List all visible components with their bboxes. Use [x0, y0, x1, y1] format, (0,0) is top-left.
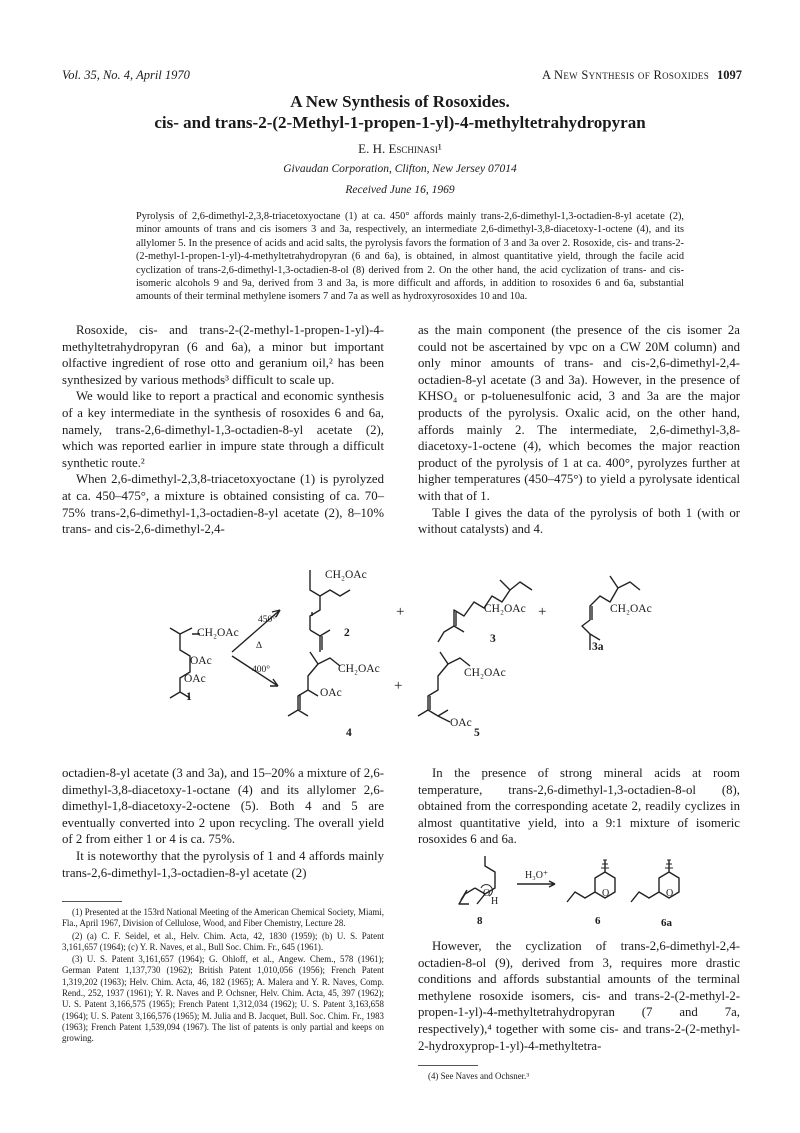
reaction-scheme-cyclization	[455, 852, 715, 932]
paragraph: In the presence of strong mineral acids at room temperature, trans-2,6-dimethyl-1,3-octadien-8-ol (8), obtained from the corresponding acetate 2, readily cyclizes in almost quantitative yield, into a 9:1 mixture of isomeric rosoxides 6 and 6a.	[418, 766, 740, 847]
received-date: Received June 16, 1969	[345, 184, 455, 196]
paragraph: Rosoxide, cis- and trans-2-(2-methyl-1-propen-1-yl)-4-methyltetrahydropyran (6 and 6a), a minor but important olfactive ingredient of rose otto and geranium oil,² has been synthesized by various methods³ difficult to scale up.	[62, 323, 384, 387]
paragraph: We would like to report a practical and economic synthesis of a key intermediate in the synthesis of rosoxides 6 and 6a, namely, trans-2,6-dimethyl-1,3-octadien-8-yl acetate (2), which was reported earlier in impure state through a difficult synthetic route.²	[62, 389, 384, 470]
paragraph: It is noteworthy that the pyrolysis of 1 and 4 affords mainly trans-2,6-dimethyl-1,3-octadien-8-yl acetate (2)	[62, 848, 384, 880]
footnote: (3) U. S. Patent 3,161,657 (1964); G. Ohloff, et al., Angew. Chem., 578 (1961); German Patent 1,137,730 (1962); British Patent 1,010,056 (1956); French Patent 1,319,202 (1963); Helv. Chim. Acta, 46, 182 (1965); A. Malera and Y. R. Naves, Comp. Rend., 252, 1937 (1961); Y. R. Naves and P. Ochsner, Helv. Chim. Acta, 45, 397 (1962); U. S. Patent 3,166,575 (1965); French Patent 1,312,034 (1962); U. S. Patent 3,163,658 (1964); U. S. Patent 3,166,576 (1965); M. Julia and B. Jacquet, Bull. Soc. Chim. Fr., 1983 (1963); French Patent 1,539,094 (1967). The list of patents is only partial and keeps on growing.	[62, 954, 384, 1044]
group-label: CH₂OAc	[484, 603, 526, 615]
abstract: Pyrolysis of 2,6-dimethyl-2,3,8-triacetoxyoctane (1) at ca. 450° affords mainly trans-2,6-dimethyl-1,3-octadien-8-yl acetate (2), minor amounts of trans and cis isomers 3 and 3a, respectively, an intermediate 2,6-dimethyl-3,8-diacetoxy-1-octene (4), and its allylomer 5. In the presence of acids and acid salts, the pyrolysis favors the formation of 3 and 3a over 2. Rosoxide, cis- and trans-2-(2-methyl-1-propen-1-yl)-4-methyltetrahydropyran (6 and 6a), is obtained, in almost quantitative yield, through the facile acid cyclization of trans-2,6-dimethyl-1,3-octadien-8-ol (8) derived from 2. On the other hand, the acid cyclization of trans- and cis-isomeric alcohols 9 and 9a, derived from 3 and 3a, is more difficult and affords, in addition to rosoxides 6 and 6a, substantial amounts of their terminal methylene isomers 7 and 7a as well as hydroxyrosoxides 10 and 10a.	[136, 211, 684, 303]
page-header	[62, 68, 742, 86]
footnote-divider	[418, 1065, 478, 1066]
page-number: 1097	[717, 68, 742, 82]
compound-number: 6	[595, 915, 601, 927]
paragraph: When 2,6-dimethyl-2,3,8-triacetoxyoctane (1) is pyrolyzed at ca. 450–475°, a mixture is obtained consisting of ca. 70–75% trans-2,6-dimethyl-1,3-octadien-8-yl acetate (2), 8–10% trans- and cis-2,6-dimethyl-2,4-	[62, 472, 384, 537]
running-title: A New Synthesis of Rosoxides	[541, 68, 709, 82]
journal-citation: Vol. 35, No. 4, April 1970	[62, 68, 190, 82]
footnote: (2) (a) C. F. Seidel, et al., Helv. Chim. Acta, 42, 1830 (1959); (b) U. S. Patent 3,161,657 (1964); (c) Y. R. Naves, et al., Bull Soc. Chim. Fr., 645 (1961).	[62, 930, 384, 952]
reagent-label: H₃O⁺	[525, 870, 549, 881]
compound-number: 1	[186, 691, 192, 703]
body-column-right-mid	[418, 765, 740, 848]
plus-sign: +	[394, 678, 403, 694]
atom-label: H	[491, 896, 499, 907]
body-column-left-bottom	[62, 765, 384, 881]
affiliation: Givaudan Corporation, Clifton, New Jersey 07014	[283, 163, 517, 175]
compound-number: 4	[346, 727, 352, 739]
footnote-divider	[62, 901, 122, 902]
group-label: CH₂OAc	[338, 663, 380, 675]
compound-number: 3	[490, 633, 496, 645]
paragraph: Table I gives the data of the pyrolysis of both 1 (with or without catalysts) and 4.	[418, 505, 740, 537]
group-label: OAc	[190, 655, 212, 667]
compound-number: 5	[474, 727, 480, 739]
article-subtitle: cis- and trans-2-(2-Methyl-1-propen-1-yl)-4-methyltetrahydropyran	[154, 113, 646, 132]
reaction-scheme-pyrolysis	[140, 560, 700, 760]
compound-number: 3a	[592, 641, 604, 653]
condition-label: 400°	[252, 665, 271, 675]
footnote: (4) See Naves and Ochsner.³	[428, 1071, 529, 1081]
group-label: OAc	[184, 673, 206, 685]
atom-label: O	[602, 888, 610, 899]
body-column-left-top	[62, 322, 384, 538]
body-column-right-bottom	[418, 938, 740, 1054]
footnotes	[62, 907, 384, 1046]
compound-number: 6a	[661, 917, 672, 929]
compound-number: 8	[477, 915, 483, 927]
atom-label: O	[483, 888, 491, 899]
group-label: CH₂OAc	[197, 627, 239, 639]
condition-label: Δ	[256, 641, 263, 651]
plus-sign: +	[538, 604, 547, 620]
running-header	[542, 68, 742, 83]
paragraph: octadien-8-yl acetate (3 and 3a), and 15–20% a mixture of 2,6-dimethyl-3,8-diacetoxy-1-octane (4) and its allylomer 2,6-dimethyl-1,8-diacetoxy-2-octene (5). Both 4 and 5 are eventually converted into 2 upon recycling. The overall yield of 2 from either 1 or 4 is ca. 75%.	[62, 766, 384, 847]
atom-label: O	[666, 888, 674, 899]
group-label: CH₂OAc	[325, 569, 367, 581]
group-label: OAc	[320, 687, 342, 699]
paragraph: as the main component (the presence of the cis isomer 2a could not be ascertained by vpc on a CW 20M column) and only minor amounts of trans- and cis-2,6-dimethyl-2,4-octadien-8-yl acetate (3 and 3a). However, in the presence of KHSO₄ or p-toluenesulfonic acid, 3 and 3a are the major products of the pyrolysis. Oxalic acid, on the other hand, affords mainly 2. The intermediate, 2,6-dimethyl-3,8-diacetoxy-1-octene (4), which becomes the major reaction product of the pyrolysis of 1 at ca. 400°, pyrolyzes further at higher temperatures (450–475°) to yield a pyrolysate identical with that of 1.	[418, 323, 740, 503]
compound-number: 2	[344, 627, 350, 639]
author: E. H. Eschinasi¹	[358, 141, 442, 156]
group-label: CH₂OAc	[610, 603, 652, 615]
paragraph: However, the cyclization of trans-2,6-dimethyl-2,4-octadien-8-ol (9), derived from 3, requires more drastic conditions and affords substantial amounts of the terminal methylene rosoxide isomers, cis- and trans-2-(2-methyl-2-propen-1-yl)-4-methyltetrahydropyran (7 and 7a, respectively),⁴ together with some cis- and trans-2-(2-methyl-2-hydroxyprop-1-yl)-4-methyltetra-	[418, 939, 740, 1053]
body-column-right-top	[418, 322, 740, 538]
group-label: OAc	[450, 717, 472, 729]
group-label: CH₂OAc	[464, 667, 506, 679]
condition-label: 450°	[258, 615, 277, 625]
footnote: (1) Presented at the 153rd National Meeting of the American Chemical Society, Miami, Fla., April 1967, Division of Cellulose, Wood, and Fiber Chemistry, Lecture 28.	[62, 907, 384, 929]
plus-sign: +	[396, 604, 405, 620]
article-title: A New Synthesis of Rosoxides.	[290, 92, 510, 111]
